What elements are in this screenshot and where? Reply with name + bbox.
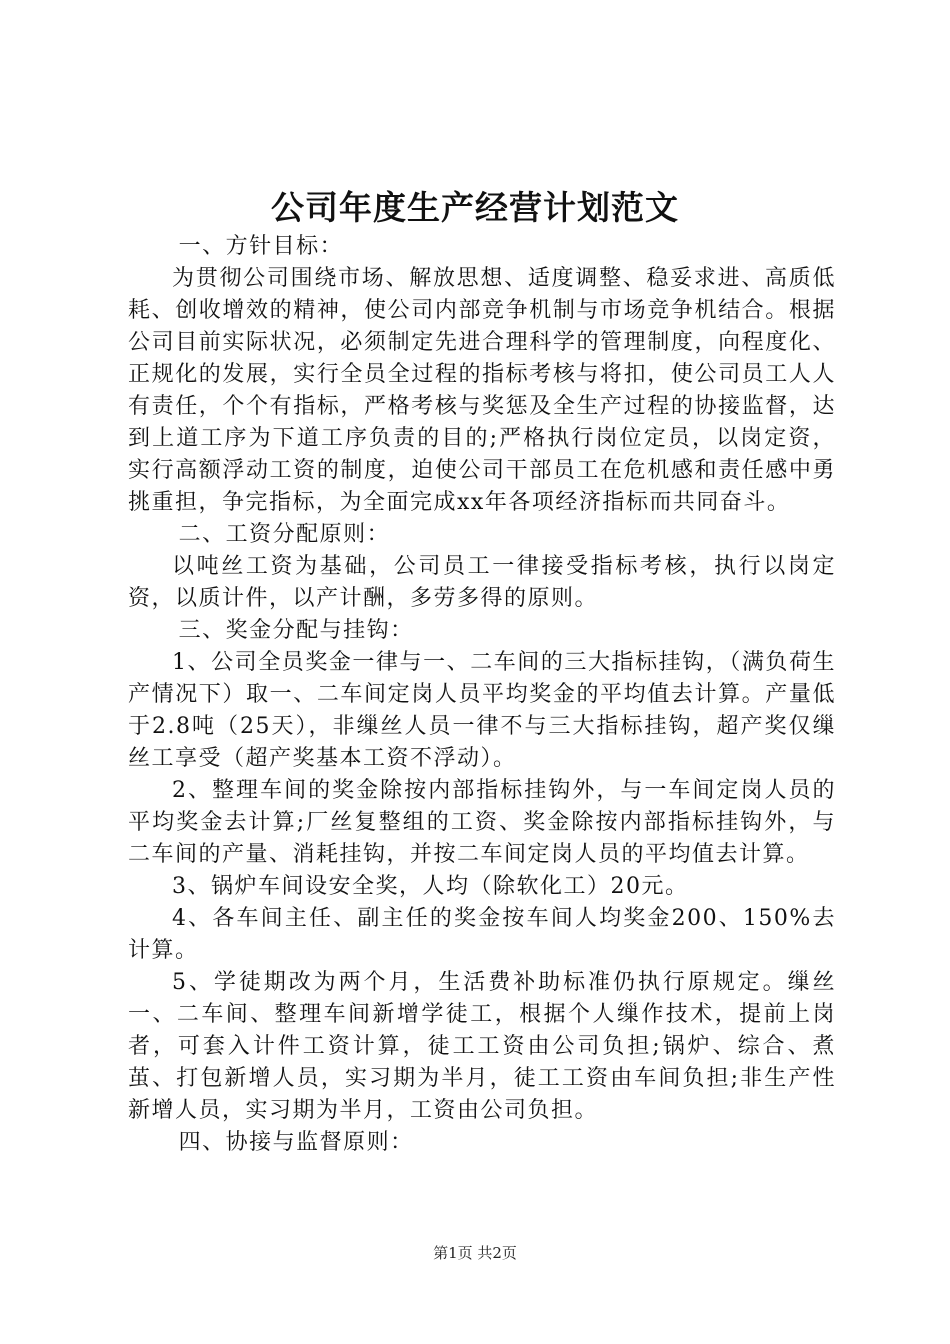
paragraph-bonus-item-1: 1、公司全员奖金一律与一、二车间的三大指标挂钩，（满负荷生产情况下）取一、二车间定岗人员平均奖金的平均值去计算。产量低于2.8吨（25天），非缫丝人员一律不与三大指标挂钩，超产奖仅缫丝工享受（超产奖基本工资不浮动）。 <box>128 650 836 771</box>
section-heading-policy-goals: 一、方针目标： <box>178 234 344 259</box>
document-body <box>128 231 836 1159</box>
paragraph-bonus-item-2: 2、整理车间的奖金除按内部指标挂钩外，与一车间定岗人员的平均奖金去计算;厂丝复整组的工资、奖金除按内部指标挂钩外，与二车间的产量、消耗挂钩，并按二车间定岗人员的平均值去计算。 <box>128 778 836 867</box>
document-title: 公司年度生产经营计划范文 <box>271 188 679 227</box>
paragraph-wage-principles: 以吨丝工资为基础，公司员工一律接受指标考核，执行以岗定资，以质计件，以产计酬，多劳多得的原则。 <box>128 554 836 611</box>
paragraph-bonus-item-3: 3、锅炉车间设安全奖，人均（除软化工）20元。 <box>172 874 689 899</box>
paragraph-policy-goals: 为贯彻公司围绕市场、解放思想、适度调整、稳妥求进、高质低耗、创收增效的精神，使公司内部竞争机制与市场竞争机结合。根据公司目前实际状况，必须制定先进合理科学的管理制度，向程度化、正规化的发展，实行全员全过程的指标考核与将扣，使公司员工人人有责任，个个有指标，严格考核与奖惩及全生产过程的协接监督，达到上道工序为下道工序负责的目的;严格执行岗位定员，以岗定资，实行高额浮动工资的制度，迫使公司干部员工在危机感和责任感中勇挑重担，争完指标，为全面完成xx年各项经济指标而共同奋斗。 <box>128 266 836 515</box>
section-heading-supervision: 四、协接与监督原则： <box>178 1130 414 1155</box>
section-heading-wage-principles: 二、工资分配原则： <box>178 522 391 547</box>
page-number-footer: 第1页 共2页 <box>433 1244 517 1262</box>
paragraph-bonus-item-5: 5、学徒期改为两个月，生活费补助标准仍执行原规定。缫丝一、二车间、整理车间新增学徒工，根据个人缫作技术，提前上岗者，可套入计件工资计算，徒工工资由公司负担;锅炉、综合、煮茧、打包新增人员，实习期为半月，徒工工资由车间负担;非生产性新增人员，实习期为半月，工资由公司负担。 <box>128 970 836 1123</box>
paragraph-bonus-item-4: 4、各车间主任、副主任的奖金按车间人均奖金200、150%去计算。 <box>128 906 836 963</box>
section-heading-bonus-distribution: 三、奖金分配与挂钩： <box>178 618 414 643</box>
